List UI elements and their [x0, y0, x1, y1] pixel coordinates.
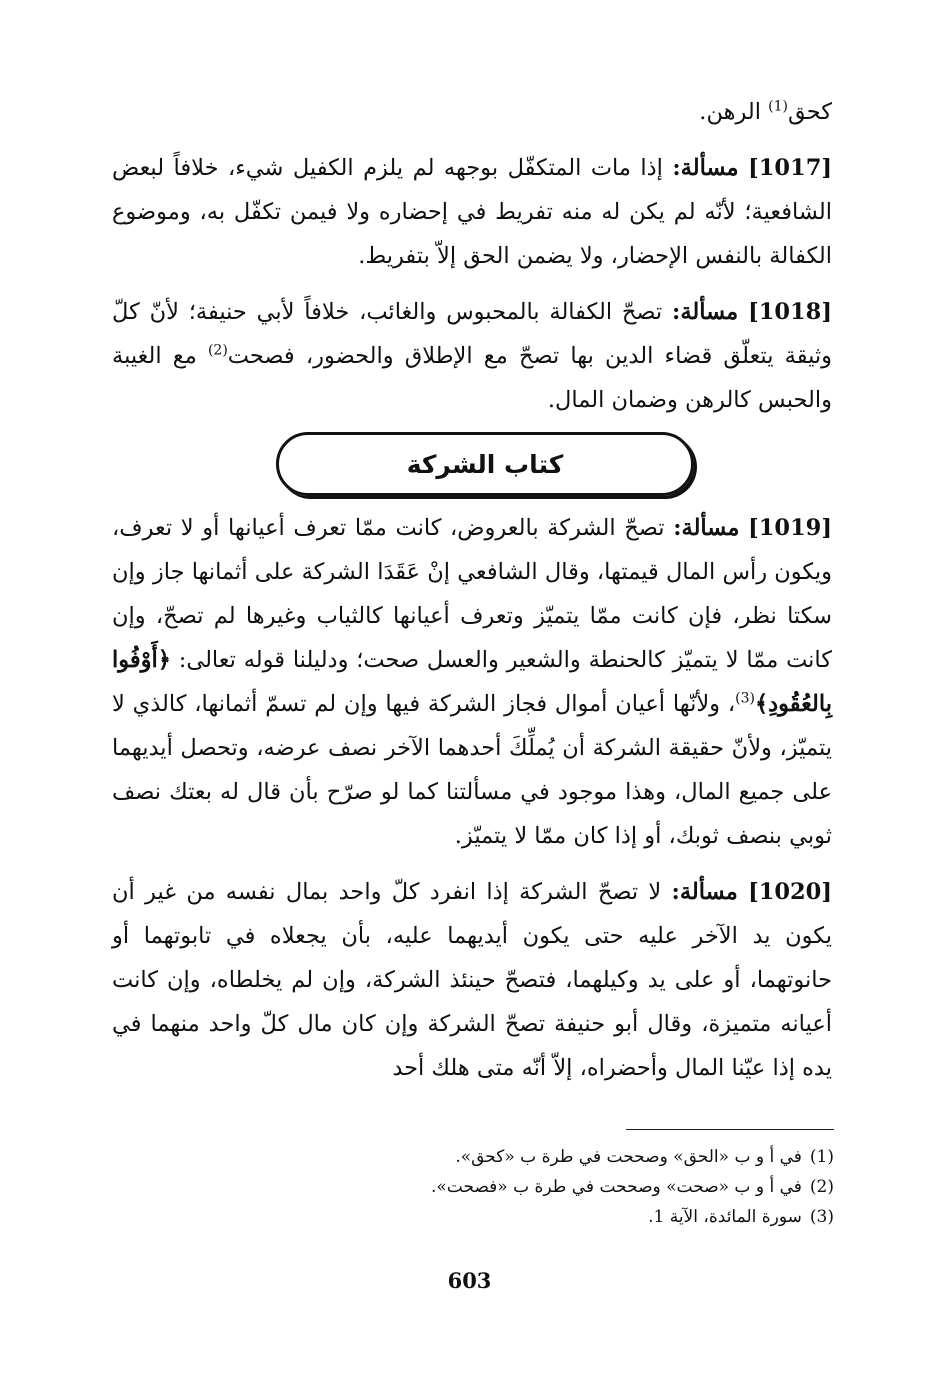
issue-text: تصحّ الكفالة بالمحبوس والغائب، خلافاً لأبي حنيفة؛ لأنّ كلّ وثيقة يتعلّق قضاء الدين بها تصحّ مع الإطلاق والحضور، فصحت [112, 299, 832, 369]
chapter-heading-frame [276, 432, 694, 496]
issue-label: مسألة: [673, 515, 740, 541]
footnote-number: (1) [809, 1147, 834, 1167]
footnote-number: (2) [809, 1177, 834, 1197]
footnote-1 [300, 1142, 834, 1172]
issue-label: مسألة: [671, 879, 738, 905]
footnote-number: (3) [809, 1207, 834, 1227]
issue-text: لا تصحّ الشركة إذا انفرد كلّ واحد بمال نفسه من غير أن يكون يد الآخر عليه حتى يكون أيديهما عليه، بأن يجعلاه في تابوتهما أو حانوتهما، أو على يد وكيلهما، فتصحّ حينئذ الشركة، وإن لم يخلطاه، وإن كانت أعيانه متميزة، وقال أبو حنيفة تصحّ الشركة وإن كان مال كلّ واحد منهما في يده إذا عيّنا المال وأحضراه، إلاّ أنّه متى هلك أحد [112, 879, 832, 1081]
page-number: 603 [447, 1268, 492, 1293]
footnote-text: سورة المائدة، الآية 1. [648, 1207, 802, 1227]
issue-1018 [112, 290, 832, 422]
footnote-text: في أ و ب «صحت» وصححت في طرة ب «فصحت». [430, 1177, 802, 1197]
issue-text: تصحّ الشركة بالعروض، كانت ممّا تعرف أعيانها أو لا تعرف، ويكون رأس المال قيمتها، وقال الشافعي إنْ عَقَدَا الشركة على أثمانها جاز وإن سكتا نظر، فإن كانت ممّا يتميّز وتعرف أعيانها كالثياب وغيرها لم تصحّ، وإن كانت ممّا لا يتميّز كالحنطة والشعير والعسل صحت؛ ودليلنا قوله تعالى: [112, 515, 832, 673]
issue-1019 [112, 506, 832, 858]
footnote-ref-1: (1) [768, 98, 788, 115]
issue-text-end: ، ولأنّها أعيان أموال فجاز الشركة فيها وإن لم تسمّ أثمانها، كالذي لا يتميّز، ولأنّ حقيقة الشركة أن يُملِّكَ أحدهما الآخر نصف عرضه، وتحصل أيديهما على جميع المال، وهذا موجود في مسألتنا كما لو صرّح بأن قال له بعتك نصف ثوبي بنصف ثوبك، أو إذا كان ممّا لا يتميّز. [112, 691, 832, 849]
footnote-3 [300, 1202, 834, 1232]
continuation-text: كحق [787, 99, 832, 125]
quran-verse: ﴿أَوْفُوا بِالعُقُودِ﴾ [112, 647, 832, 717]
footnote-ref-3: (3) [735, 690, 755, 707]
footnote-separator [626, 1129, 834, 1130]
issue-text: إذا مات المتكفّل بوجهه لم يلزم الكفيل شيء، خلافاً لبعض الشافعية؛ لأنّه لم يكن له منه تفريط في إحضاره ولا فيمن تكفّل به، وموضوع الكفالة بالنفس الإحضار، ولا يضمن الحق إلاّ بتفريط. [112, 155, 832, 269]
issue-label: مسألة: [672, 155, 739, 181]
footnote-2 [300, 1172, 834, 1202]
issue-1017 [112, 146, 832, 278]
issue-number: [1020] [748, 879, 832, 905]
issue-label: مسألة: [672, 299, 739, 325]
upper-text-block [112, 90, 832, 422]
footnote-text: في أ و ب «الحق» وصححت في طرة ب «كحق». [455, 1147, 802, 1167]
issue-text-end: مع الغيبة والحبس كالرهن وضمان المال. [112, 343, 832, 413]
footnotes [300, 1142, 834, 1232]
continuation-text-end: الرهن. [699, 99, 769, 125]
lower-text-block [112, 506, 832, 1090]
issue-number: [1018] [748, 299, 832, 325]
chapter-title: كتاب الشركة [406, 449, 564, 479]
issue-1020 [112, 870, 832, 1090]
issue-number: [1017] [748, 155, 833, 181]
issue-number: [1019] [748, 515, 832, 541]
continuation-line [112, 90, 832, 134]
footnote-ref-2: (2) [207, 342, 228, 359]
